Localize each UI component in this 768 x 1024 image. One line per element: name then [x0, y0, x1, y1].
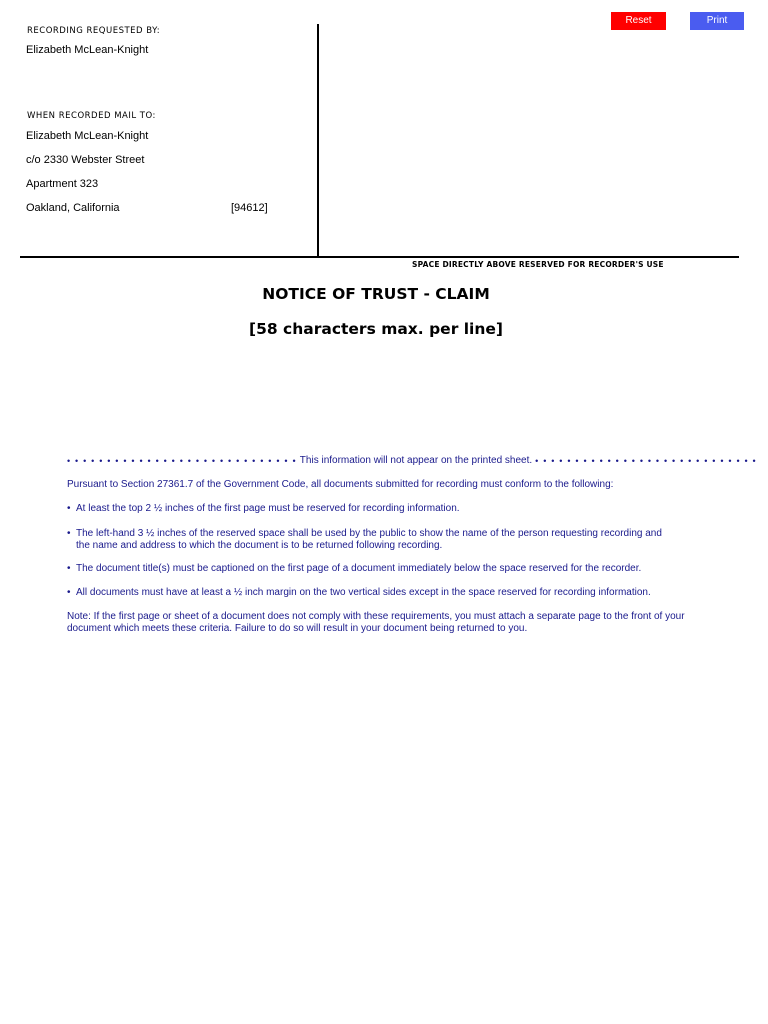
bullet-marker: • [67, 587, 71, 598]
reserved-space-note: SPACE DIRECTLY ABOVE RESERVED FOR RECORDER'S USE [412, 260, 664, 269]
bullet-marker: • [67, 563, 71, 574]
info-bullet [67, 503, 460, 514]
bullet-marker: • [67, 503, 71, 514]
bullet-text: The document title(s) must be captioned on the first page of a document immediately below the space reserved for the recorder. [76, 563, 642, 574]
print-button[interactable]: Print [690, 12, 744, 30]
banner-dots-left: • • • • • • • • • • • • • • • • • • • • • • • • • • • • • [67, 455, 297, 466]
horizontal-divider [20, 256, 739, 258]
info-bullet [67, 587, 651, 598]
info-intro: Pursuant to Section 27361.7 of the Government Code, all documents submitted for recording must conform to the following: [67, 479, 614, 490]
mail-to-zip-field[interactable]: [94612] [231, 202, 268, 214]
recording-requested-by-label: RECORDING REQUESTED BY: [27, 26, 161, 36]
document-title-field[interactable]: NOTICE OF TRUST - CLAIM [262, 285, 490, 303]
bullet-text: At least the top 2 ½ inches of the first page must be reserved for recording information. [76, 503, 460, 514]
bullet-text-continued: the name and address to which the document is to be returned following recording. [76, 540, 443, 551]
bullet-text: All documents must have at least a ½ inch margin on the two vertical sides except in the space reserved for recording information. [76, 587, 651, 598]
recording-requested-by-field[interactable]: Elizabeth McLean-Knight [26, 44, 149, 56]
info-bullet [67, 563, 641, 574]
info-note-line2: document which meets these criteria. Failure to do so will result in your document being returned to you. [67, 623, 528, 634]
mail-to-city-state-field[interactable]: Oakland, California [26, 202, 120, 214]
info-bullet [67, 528, 662, 539]
mail-to-label: WHEN RECORDED MAIL TO: [27, 111, 156, 121]
bullet-marker: • [67, 528, 71, 539]
vertical-divider [317, 24, 319, 257]
mail-to-address-line2-field[interactable]: Apartment 323 [26, 178, 99, 190]
mail-to-name-field[interactable]: Elizabeth McLean-Knight [26, 130, 149, 142]
info-banner [67, 455, 757, 466]
bullet-text: The left-hand 3 ½ inches of the reserved space shall be used by the public to show the name of the person requesting recording and [76, 528, 662, 539]
document-subtitle-field[interactable]: [58 characters max. per line] [248, 320, 503, 338]
reset-button[interactable]: Reset [611, 12, 666, 30]
banner-text: This information will not appear on the printed sheet. [299, 455, 533, 466]
mail-to-address-line1-field[interactable]: c/o 2330 Webster Street [26, 154, 145, 166]
banner-dots-right: • • • • • • • • • • • • • • • • • • • • • • • • • • • • [535, 455, 757, 466]
info-note-line1: Note: If the first page or sheet of a document does not comply with these requirements, you must attach a separate page to the front of your [67, 611, 685, 622]
